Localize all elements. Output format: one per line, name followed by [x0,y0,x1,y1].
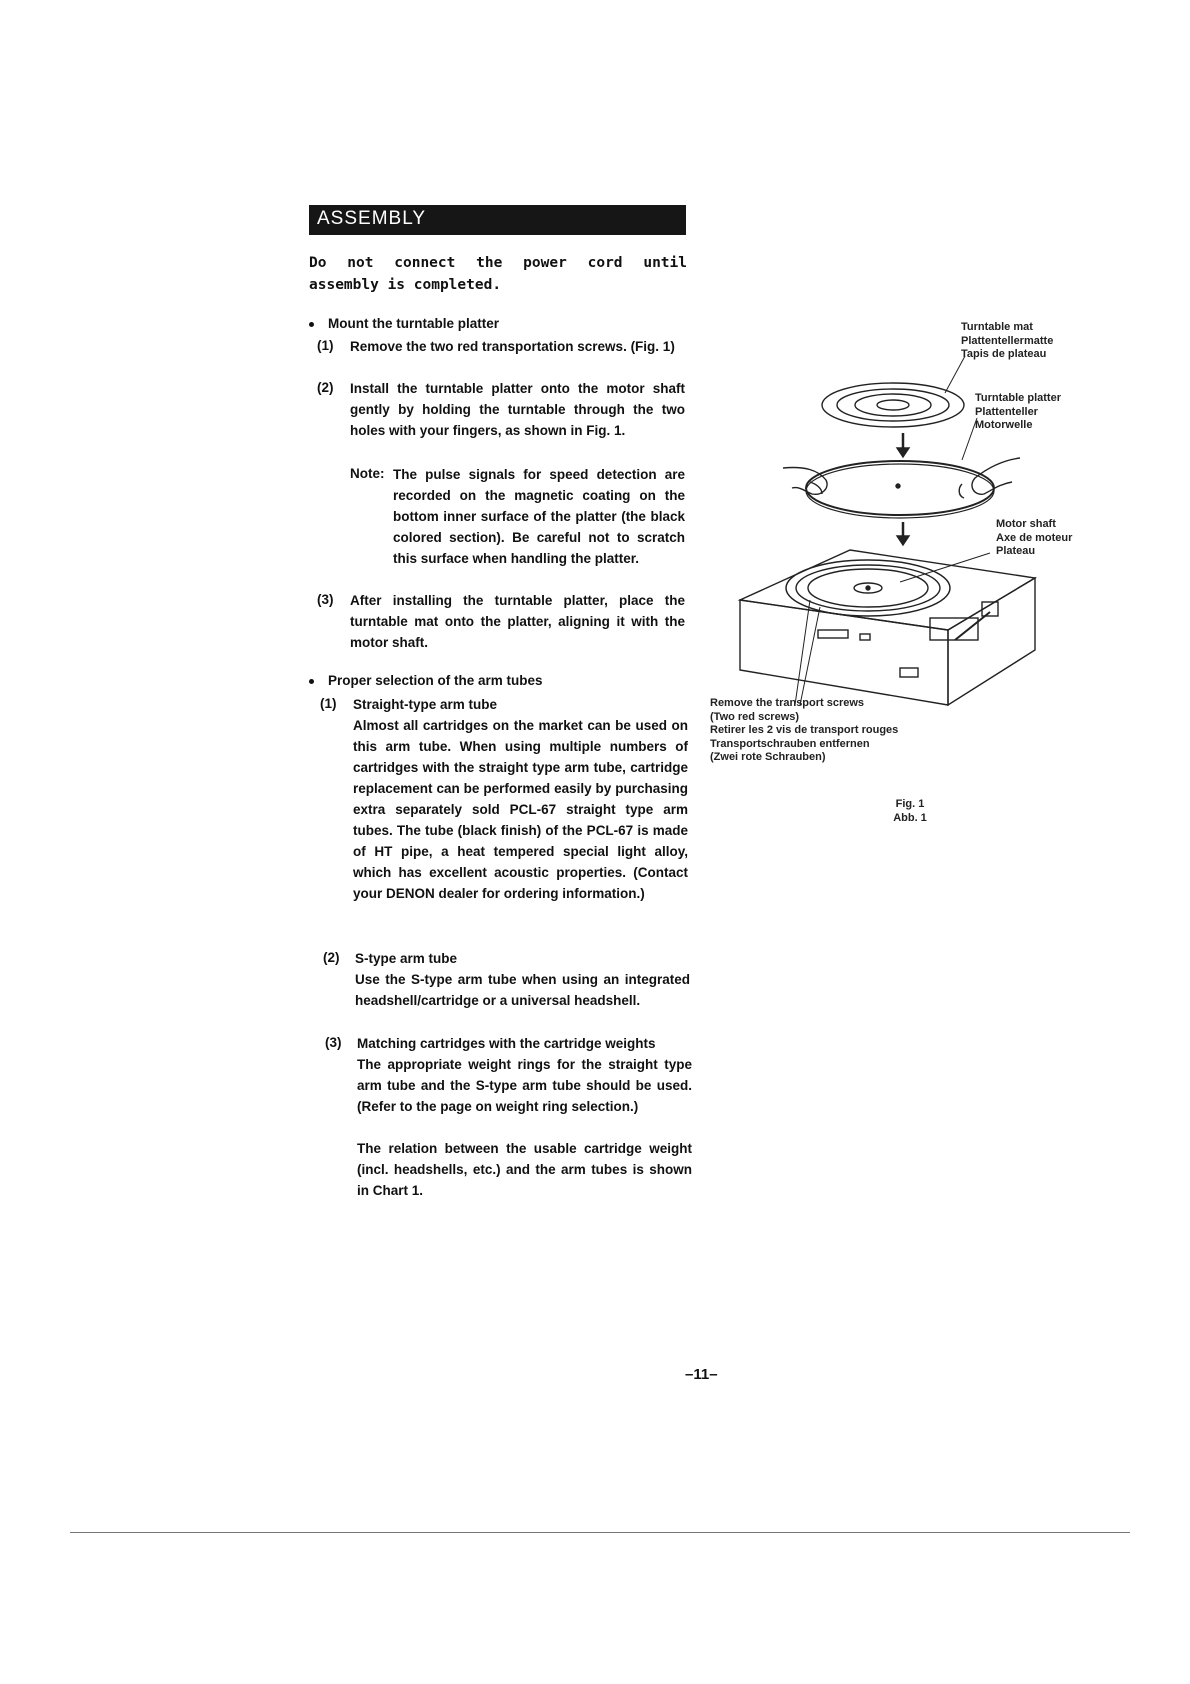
item-number: (3) [325,1035,342,1050]
item-number: (2) [323,950,340,965]
label-line: Remove the transport screws [710,697,865,709]
item-number: (2) [317,380,334,395]
heading-text: Mount the turntable platter [328,316,499,331]
label-line: Plattenteller [975,405,1038,418]
label-turntable-mat [961,321,1053,362]
s-arm-title: S-type arm tube [355,951,458,966]
item-number: (1) [317,338,334,353]
label-line: Turntable platter [975,392,1061,404]
label-line: (Zwei rote Schrauben) [710,751,826,763]
label-line: Plattentellermatte [961,334,1054,347]
bottom-divider [70,1532,1130,1533]
label-line: Retirer les 2 vis de transport rouges [710,724,899,736]
label-motor-shaft [996,518,1072,559]
figure-caption [880,798,940,825]
turntable-body-drawing [740,550,1035,705]
s-arm-text: Use the S-type arm tube when using an integrated headshell/cartridge or a universal headshell. [355,972,690,1008]
label-line: Tapis de plateau [961,348,1047,360]
label-line: Plateau [996,545,1036,557]
page-number: –11– [685,1366,718,1383]
turntable-platter-drawing [783,458,1020,518]
label-line: Axe de moteur [996,531,1073,544]
label-line: Motorwelle [975,419,1033,431]
label-transport-screws [710,697,898,765]
label-line: Motor shaft [996,518,1056,530]
label-line: (Two red screws) [710,710,800,723]
item-number: (3) [317,592,334,607]
note-pulse-signals: The pulse signals for speed detection are recorded on the magnetic coating on the bottom inner surface of the platter (the black colored section). Be careful not to scratch this surface when handling the platter. [393,467,685,566]
item-number: (1) [320,696,337,711]
label-turntable-platter [975,392,1061,433]
matching-text-2: The relation between the usable cartridge weight (incl. headshells, etc.) and the arm tubes is shown in Chart 1. [357,1141,692,1198]
label-line: Turntable mat [961,321,1033,333]
note-label: Note: [350,466,385,481]
step-remove-screws: Remove the two red transportation screws. (Fig. 1) [350,339,675,354]
turntable-mat-drawing [822,383,964,427]
straight-arm-title: Straight-type arm tube [353,697,498,712]
step-place-mat: After installing the turntable platter, place the turntable mat onto the platter, aligning it with the motor shaft. [350,593,685,650]
matching-text: The appropriate weight rings for the straight type arm tube and the S-type arm tube should be used. (Refer to the page on weight ring selection.) [357,1057,692,1114]
label-line: Transportschrauben entfernen [710,737,870,750]
matching-title: Matching cartridges with the cartridge weights [357,1036,656,1051]
caption-line: Fig. 1 [895,798,925,810]
section-title: ASSEMBLY [317,208,427,229]
caption-line: Abb. 1 [893,811,927,824]
power-warning: Do not connect the power cord until assembly is completed. [309,255,687,293]
heading-text: Proper selection of the arm tubes [328,673,543,688]
step-install-platter: Install the turntable platter onto the motor shaft gently by holding the turntable through the two holes with your fingers, as shown in Fig. 1. [350,381,685,438]
straight-arm-text: Almost all cartridges on the market can be used on this arm tube. When using multiple numbers of cartridges with the straight type arm tube, cartridge replacement can be performed easily by purchasing extra separately sold PCL-67 straight type arm tubes. The tube (black finish) of the PCL-67 is made of HT pipe, a heat tempered special light alloy, which has excellent acoustic properties. (Contact your DENON dealer for ordering information.) [353,718,688,901]
